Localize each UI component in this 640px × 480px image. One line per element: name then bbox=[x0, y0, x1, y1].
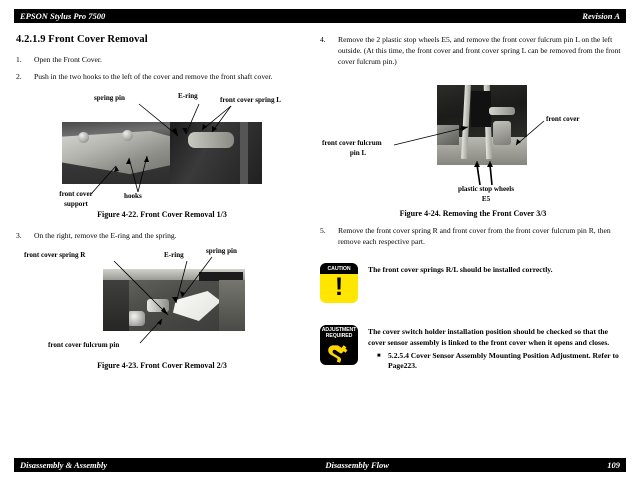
callout-hooks: hooks bbox=[124, 192, 142, 200]
caution-icon bbox=[320, 263, 358, 303]
footer-chapter-name: Disassembly & Assembly bbox=[20, 460, 108, 470]
figure-4-23 bbox=[16, 247, 308, 379]
adjustment-bullet-text: 5.2.5.4 Cover Sensor Assembly Mounting Position Adjustment. Refer to Page223. bbox=[388, 350, 619, 371]
step-text: Remove the front cover spring R and front cover from the front cover fulcrum pin R, then remove each respective part. bbox=[338, 226, 611, 246]
adjustment-icon-label-line1: ADJUSTMENT bbox=[321, 327, 357, 334]
caution-icon-label: CAUTION bbox=[320, 263, 358, 274]
step-number: 4. bbox=[320, 35, 326, 44]
callout-plastic-stop-wheels-line2: E5 bbox=[481, 195, 491, 203]
section-title: 4.2.1.9 Front Cover Removal bbox=[16, 34, 148, 45]
callout-front-cover-fulcrum-pin: front cover fulcrum pin bbox=[48, 341, 120, 349]
step-number: 2. bbox=[16, 72, 22, 81]
callout-e-ring: E-ring bbox=[178, 92, 198, 100]
figure-4-22 bbox=[16, 88, 308, 222]
right-column bbox=[320, 34, 626, 372]
step-text: On the right, remove the E-ring and the spring. bbox=[34, 231, 177, 240]
page-header bbox=[14, 9, 626, 23]
step-item bbox=[320, 34, 626, 67]
figure-4-24 bbox=[320, 73, 626, 219]
callout-front-cover-spring-r: front cover spring R bbox=[24, 251, 86, 259]
callout-front-cover-fulcrum: front cover fulcrum bbox=[322, 139, 382, 147]
caution-notice bbox=[320, 263, 626, 303]
left-column bbox=[16, 34, 308, 379]
callout-e-ring: E-ring bbox=[164, 251, 184, 259]
step-number: 1. bbox=[16, 55, 22, 64]
adjustment-text-block bbox=[358, 325, 626, 372]
wrench-icon bbox=[320, 342, 358, 365]
step-text: Open the Front Cover. bbox=[34, 55, 102, 64]
callout-spring-pin: spring pin bbox=[94, 94, 125, 102]
figure-4-23-leader-lines bbox=[16, 247, 308, 379]
step-number: 3. bbox=[16, 231, 22, 240]
adjustment-required-notice bbox=[320, 325, 626, 372]
adjustment-icon-label bbox=[320, 325, 358, 342]
step-item bbox=[16, 54, 308, 65]
adjustment-required-icon bbox=[320, 325, 358, 365]
adjustment-icon-label-line2: REQUIRED bbox=[325, 332, 353, 339]
figure-4-24-caption: Figure 4-24. Removing the Front Cover 3/3 bbox=[399, 209, 547, 218]
caution-text: The front cover springs R/L should be installed correctly. bbox=[368, 265, 553, 274]
step-item bbox=[16, 230, 308, 241]
callout-front-cover-support-line2: support bbox=[64, 200, 88, 208]
step-text: Push in the two hooks to the left of the cover and remove the front shaft cover. bbox=[34, 72, 273, 81]
callout-front-cover-fulcrum-line2: pin L bbox=[349, 149, 367, 157]
adjustment-text: The cover switch holder installation position should be checked so that the cover sensor assembly is linked to the front cover when it opens and closes. bbox=[368, 327, 610, 347]
callout-front-cover-spring-l: front cover spring L bbox=[220, 96, 282, 104]
step-item bbox=[320, 225, 626, 247]
step-item bbox=[16, 71, 308, 82]
adjustment-bullet-item bbox=[368, 351, 626, 373]
exclamation-icon: ! bbox=[334, 273, 344, 301]
callout-front-cover: front cover bbox=[546, 115, 580, 123]
step-text: Remove the 2 plastic stop wheels E5, and remove the front cover fulcrum pin L on the left outside. (At this time, the front cover and front cover spring L can be removed from the front cover fulcrum pin.) bbox=[338, 35, 621, 66]
callout-spring-pin: spring pin bbox=[206, 247, 237, 255]
figure-4-23-caption: Figure 4-23. Front Cover Removal 2/3 bbox=[97, 361, 227, 370]
header-revision: Revision A bbox=[582, 11, 620, 21]
step-number: 5. bbox=[320, 226, 326, 235]
bullet-square-icon: ■ bbox=[377, 352, 381, 359]
callout-plastic-stop-wheels: plastic stop wheels bbox=[458, 185, 514, 193]
footer-page-number: 109 bbox=[607, 460, 620, 470]
page-footer bbox=[14, 458, 626, 472]
header-product-name: EPSON Stylus Pro 7500 bbox=[20, 11, 106, 21]
figure-4-22-caption: Figure 4-22. Front Cover Removal 1/3 bbox=[97, 210, 227, 219]
footer-section-name: Disassembly Flow bbox=[325, 460, 389, 470]
callout-front-cover-support: front cover bbox=[59, 190, 93, 198]
